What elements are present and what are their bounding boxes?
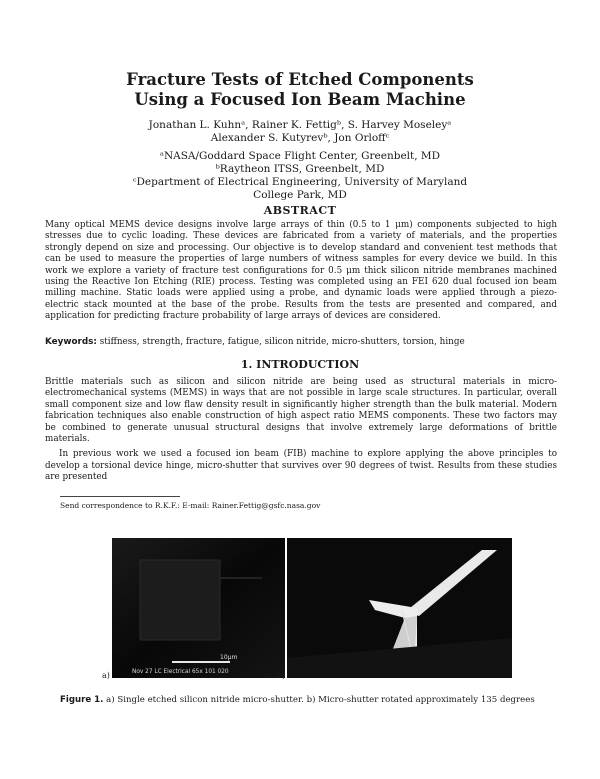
figure-1b-image [287, 538, 512, 678]
title-line-1: Fracture Tests of Etched Components [126, 70, 474, 89]
affiliations [80, 150, 520, 202]
affiliation-a: ᵃNASA/Goddard Space Flight Center, Greenbelt, MD [159, 150, 441, 162]
sem-imprint: Nov 27 LC Electrical 65x 101 020 [132, 669, 229, 675]
introduction-body [45, 377, 557, 484]
section-heading-introduction: 1. INTRODUCTION [240, 358, 360, 371]
shutter-plate [140, 560, 220, 640]
intro-paragraph-2: In previous work we used a focused ion beam (FIB) machine to explore applying the above principles to develop a torsional device hinge, micro-shutter that survives over 90 degrees of twist. Results from these studies are presented [45, 449, 557, 483]
intro-paragraph-1: Brittle materials such as silicon and silicon nitride are being used as structural materials in micro-electromechanical systems (MEMS) in ways that are not possible in large scale structures. In particular, overall small component size and low flaw density result in significantly higher strength than the bulk material. Modern fabrication techniques also enable construction of high aspect ratio MEMS components. These two factors may be combined to generate unusual structural designs that involve extremely large deformations of brittle materials. [45, 377, 557, 445]
abstract-body: Many optical MEMS device designs involve large arrays of thin (0.5 to 1 μm) components subjected to high stresses due to cyclic loading. These devices are fabricated from a variety of materials, and the properties strongly depend on size and processing. Our objective is to develop standard and convenient test methods that can be used to measure the properties of large numbers of witness samples for every device we build. In this work we explore a variety of fracture test configurations for 0.5 μm thick silicon nitride membranes machined using the Reactive Ion Etching (RIE) process. Testing was completed using an FEI 620 dual focused ion beam milling machine. Static loads were applied using a probe, and dynamic loads were applied through a piezo-electric stack mounted at the base of the probe. Results from the tests are presented and compared, and application for predicting fracture probability of large arrays of devices are considered. [45, 220, 557, 322]
figure-1-caption [60, 695, 540, 706]
footnote-rule [60, 496, 180, 497]
title-line-2: Using a Focused Ion Beam Machine [134, 90, 466, 109]
affiliation-c-2: College Park, MD [253, 189, 347, 201]
keywords [45, 337, 557, 348]
keywords-text: stiffness, strength, fracture, fatigue, silicon nitride, micro-shutters, torsion, hinge [99, 337, 465, 347]
keywords-label: Keywords: [45, 337, 97, 347]
footnote: Send correspondence to R.K.F.: E-mail: Rainer.Fettig@gsfc.nasa.gov [60, 501, 321, 510]
figure-1a-image [112, 538, 285, 678]
authors-line-1: Jonathan L. Kuhnᵃ, Rainer K. Fettigᵇ, S. Harvey Moseleyᵃ [148, 119, 452, 131]
figure-1b-label: b) [277, 671, 286, 680]
affiliation-b: ᵇRaytheon ITSS, Greenbelt, MD [215, 163, 385, 175]
figure-1a-svg [112, 538, 285, 678]
paper-title [60, 70, 540, 110]
scale-bar-label: 10μm [220, 654, 238, 661]
author-list [80, 119, 520, 145]
abstract-heading: ABSTRACT [263, 204, 337, 217]
caption-text: a) Single etched silicon nitride micro-shutter. b) Micro-shutter rotated approximately 135 degrees [106, 695, 535, 705]
caption-label: Figure 1. [60, 695, 104, 705]
authors-line-2: Alexander S. Kutyrevᵇ, Jon Orloffᶜ [210, 132, 390, 144]
figure-1b-svg [287, 538, 512, 678]
affiliation-c-1: ᶜDepartment of Electrical Engineering, University of Maryland [132, 176, 468, 188]
figure-1a-label: a) [102, 671, 110, 680]
